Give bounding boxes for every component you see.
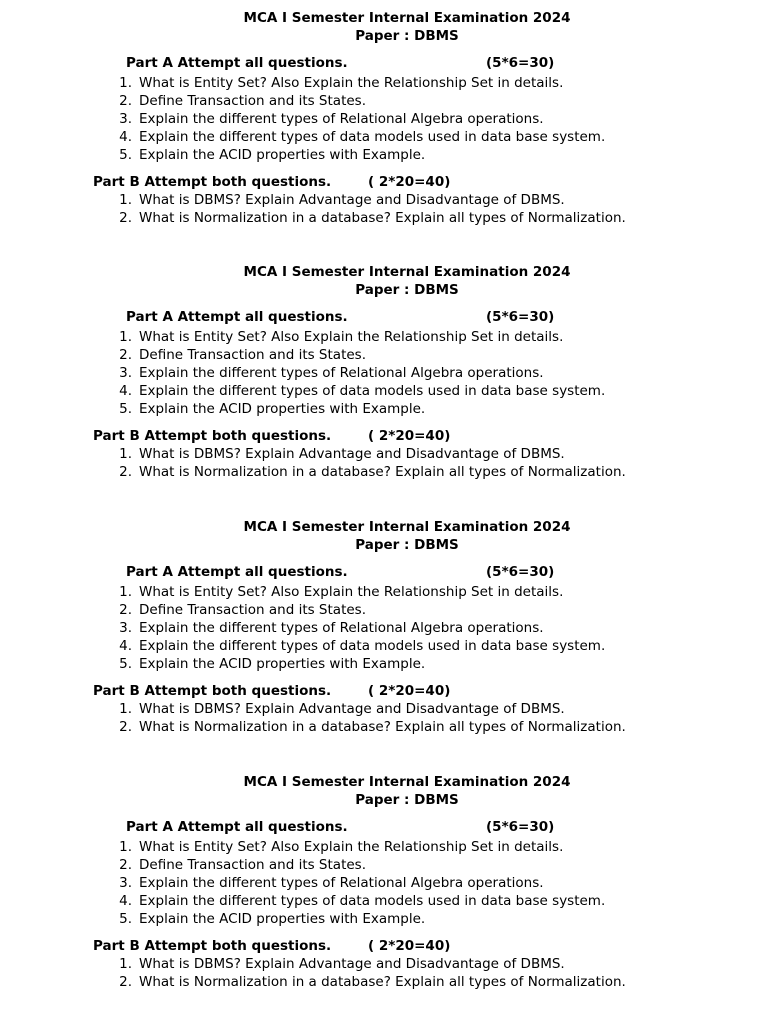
question-number: 2. xyxy=(119,210,132,226)
exam-copy xyxy=(0,509,768,749)
paper-name: Paper : DBMS xyxy=(355,792,459,808)
question-number: 2. xyxy=(119,347,132,363)
part-b-marks: ( 2*20=40) xyxy=(368,938,451,954)
question-number: 2. xyxy=(119,857,132,873)
question-text: Explain the ACID properties with Example. xyxy=(139,401,426,417)
part-b-heading: Part B Attempt both questions. xyxy=(93,174,332,190)
part-b-heading: Part B Attempt both questions. xyxy=(93,683,332,699)
question-text: Explain the ACID properties with Example. xyxy=(139,147,426,163)
question-number: 2. xyxy=(119,719,132,735)
question-number: 1. xyxy=(119,584,132,600)
question-text: Explain the different types of data models used in data base system. xyxy=(139,129,606,145)
part-b-heading: Part B Attempt both questions. xyxy=(93,938,332,954)
exam-title: MCA I Semester Internal Examination 2024 xyxy=(243,264,571,280)
question-text: Explain the different types of data models used in data base system. xyxy=(139,383,606,399)
exam-title: MCA I Semester Internal Examination 2024 xyxy=(243,774,571,790)
question-number: 1. xyxy=(119,192,132,208)
question-number: 5. xyxy=(119,401,132,417)
question-text: What is Normalization in a database? Explain all types of Normalization. xyxy=(139,464,626,480)
part-a-marks: (5*6=30) xyxy=(486,309,555,325)
part-a-marks: (5*6=30) xyxy=(486,819,555,835)
question-number: 3. xyxy=(119,365,132,381)
part-b-marks: ( 2*20=40) xyxy=(368,174,451,190)
part-b-marks: ( 2*20=40) xyxy=(368,428,451,444)
part-a-heading: Part A Attempt all questions. xyxy=(126,55,348,71)
question-number: 3. xyxy=(119,111,132,127)
question-number: 2. xyxy=(119,974,132,990)
question-number: 4. xyxy=(119,383,132,399)
question-number: 2. xyxy=(119,602,132,618)
paper-name: Paper : DBMS xyxy=(355,28,459,44)
part-a-marks: (5*6=30) xyxy=(486,55,555,71)
question-number: 3. xyxy=(119,620,132,636)
paper-name: Paper : DBMS xyxy=(355,537,459,553)
question-text: Explain the different types of Relational Algebra operations. xyxy=(139,875,544,891)
question-text: Explain the different types of data models used in data base system. xyxy=(139,893,606,909)
question-text: What is DBMS? Explain Advantage and Disadvantage of DBMS. xyxy=(139,956,565,972)
question-text: What is Entity Set? Also Explain the Relationship Set in details. xyxy=(139,584,564,600)
question-text: Explain the ACID properties with Example. xyxy=(139,656,426,672)
question-number: 1. xyxy=(119,701,132,717)
question-text: Explain the different types of Relational Algebra operations. xyxy=(139,620,544,636)
question-number: 2. xyxy=(119,464,132,480)
question-number: 5. xyxy=(119,147,132,163)
part-a-marks: (5*6=30) xyxy=(486,564,555,580)
question-number: 1. xyxy=(119,75,132,91)
question-number: 2. xyxy=(119,93,132,109)
question-text: Explain the ACID properties with Example. xyxy=(139,911,426,927)
question-text: What is DBMS? Explain Advantage and Disadvantage of DBMS. xyxy=(139,446,565,462)
question-text: Define Transaction and its States. xyxy=(139,602,366,618)
question-text: What is DBMS? Explain Advantage and Disadvantage of DBMS. xyxy=(139,701,565,717)
part-a-heading: Part A Attempt all questions. xyxy=(126,819,348,835)
question-number: 4. xyxy=(119,893,132,909)
question-text: Define Transaction and its States. xyxy=(139,857,366,873)
question-number: 1. xyxy=(119,329,132,345)
part-b-marks: ( 2*20=40) xyxy=(368,683,451,699)
question-number: 1. xyxy=(119,956,132,972)
exam-title: MCA I Semester Internal Examination 2024 xyxy=(243,10,571,26)
question-number: 5. xyxy=(119,911,132,927)
exam-copy xyxy=(0,764,768,1004)
part-a-heading: Part A Attempt all questions. xyxy=(126,564,348,580)
exam-copy xyxy=(0,0,768,240)
question-text: What is DBMS? Explain Advantage and Disadvantage of DBMS. xyxy=(139,192,565,208)
question-text: What is Entity Set? Also Explain the Relationship Set in details. xyxy=(139,329,564,345)
exam-copy xyxy=(0,254,768,494)
question-number: 1. xyxy=(119,446,132,462)
question-number: 4. xyxy=(119,638,132,654)
question-text: What is Normalization in a database? Explain all types of Normalization. xyxy=(139,974,626,990)
exam-title: MCA I Semester Internal Examination 2024 xyxy=(243,519,571,535)
question-number: 4. xyxy=(119,129,132,145)
question-number: 3. xyxy=(119,875,132,891)
question-text: What is Normalization in a database? Explain all types of Normalization. xyxy=(139,719,626,735)
question-number: 1. xyxy=(119,839,132,855)
question-text: Explain the different types of data models used in data base system. xyxy=(139,638,606,654)
question-text: What is Normalization in a database? Explain all types of Normalization. xyxy=(139,210,626,226)
question-text: Define Transaction and its States. xyxy=(139,347,366,363)
question-text: What is Entity Set? Also Explain the Relationship Set in details. xyxy=(139,75,564,91)
part-b-heading: Part B Attempt both questions. xyxy=(93,428,332,444)
question-text: Explain the different types of Relational Algebra operations. xyxy=(139,111,544,127)
question-text: Define Transaction and its States. xyxy=(139,93,366,109)
question-text: What is Entity Set? Also Explain the Relationship Set in details. xyxy=(139,839,564,855)
paper-name: Paper : DBMS xyxy=(355,282,459,298)
question-number: 5. xyxy=(119,656,132,672)
question-text: Explain the different types of Relational Algebra operations. xyxy=(139,365,544,381)
part-a-heading: Part A Attempt all questions. xyxy=(126,309,348,325)
